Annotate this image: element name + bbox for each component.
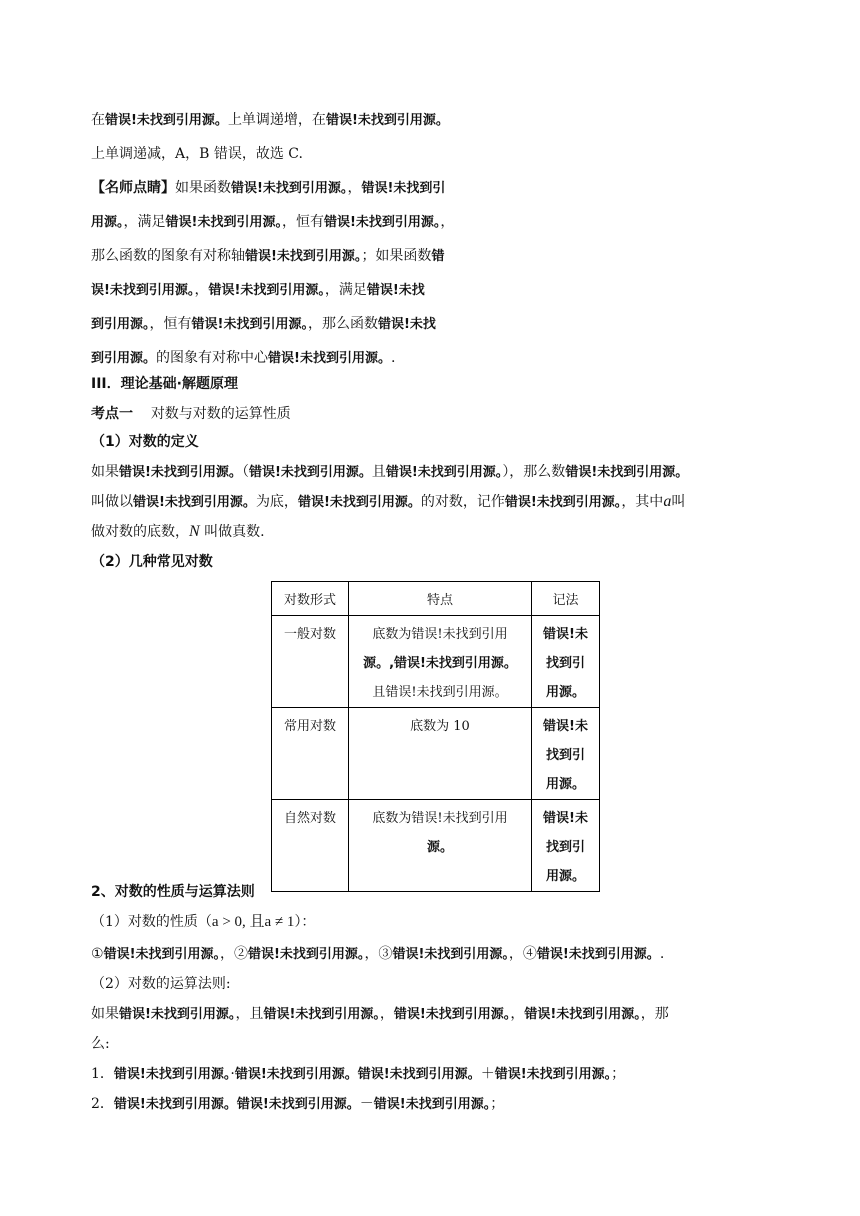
tip-line: [91, 246, 444, 267]
error-ref: 错误!未找到引用源。: [393, 1007, 511, 1022]
text: ，满足: [324, 282, 367, 298]
text: ，: [379, 1006, 394, 1022]
error-ref: 错误!未找: [366, 283, 425, 298]
tip-line: [91, 348, 395, 369]
table-header-row: [272, 582, 600, 616]
error-ref: 误!未找到引用源。: [91, 283, 195, 298]
text: ；: [490, 1096, 505, 1112]
text: ①: [91, 946, 104, 962]
notation-text: 错误!未: [543, 719, 588, 734]
error-ref: 错误!未找到引用源。: [357, 1067, 481, 1082]
error-ref: 错误!未找到引用源。: [234, 1067, 358, 1082]
table-row: [272, 800, 600, 892]
notation-text: 用源。: [545, 777, 585, 792]
notation-text: 错误!未: [543, 627, 588, 642]
text: 做对数的底数，: [91, 524, 189, 540]
error-ref: 错误!未找到引用源。: [385, 465, 503, 480]
section-heading: III．理论基础·解题原理: [91, 376, 238, 392]
rules-line: [91, 1004, 669, 1025]
error-ref: 错误!未找到引用源。: [536, 947, 660, 962]
text: 且: [371, 464, 386, 480]
text: ；如果函数: [361, 248, 432, 264]
text: 叫: [671, 494, 686, 510]
error-ref: 错误!未找到引用源。: [494, 1067, 612, 1082]
error-ref: 错误!未找到引用源。: [113, 1097, 237, 1112]
definition-line: [91, 492, 685, 513]
text: ，④: [508, 946, 537, 962]
section-heading: 2、对数的性质与运算法则: [91, 884, 255, 900]
text: ，: [194, 282, 209, 298]
error-ref: 错误!未找到引用源。: [191, 317, 308, 332]
notation-cell: [532, 708, 600, 800]
property-heading: [91, 912, 315, 932]
feature-text: 底数为错误!未找到引用: [372, 811, 508, 826]
variable-a: a: [663, 493, 672, 510]
form-cell: 一般对数: [272, 616, 349, 708]
rule-number: 1．: [91, 1066, 114, 1082]
rule-1: [91, 1064, 625, 1085]
log-types-table: [271, 581, 600, 892]
text: ，恒有: [149, 316, 192, 332]
error-ref: 错误!未找到引用源。: [565, 465, 689, 480]
error-ref: 错误!未找到引用源。: [113, 1067, 231, 1082]
error-ref: 错误!未找到引用源。: [297, 495, 421, 510]
feature-text: 底数为 10: [410, 719, 470, 734]
error-ref: 错误!未找到引用源。: [231, 181, 348, 196]
error-ref: 错: [431, 249, 445, 264]
paragraph-line: 上单调递减，A，B 错误，故选 C.: [91, 146, 303, 162]
notation-cell: [532, 800, 600, 892]
error-ref: 错误!未找到引: [361, 181, 446, 196]
topic-heading: [91, 404, 291, 424]
tip-label: 【名师点睛】: [91, 180, 175, 196]
text: ，那: [640, 1006, 669, 1022]
text: 如果函数: [175, 180, 231, 196]
text: 叫做以: [91, 494, 133, 510]
error-ref: 错误!未找到引用源。: [263, 1007, 380, 1022]
error-ref: 错误!未找到引用源。: [236, 1097, 360, 1112]
text: ＋: [480, 1066, 495, 1082]
feature-text: 且错误!未找到引用源。: [372, 685, 508, 700]
tip-line: [91, 314, 436, 335]
text: ，且: [235, 1006, 264, 1022]
tip-line: [91, 212, 454, 233]
subheading: （1）对数的定义: [91, 434, 199, 450]
text: .: [390, 350, 396, 366]
error-ref: 错误!未找到引用源。: [133, 495, 256, 510]
error-ref: 错误!未找到引用源。: [119, 1007, 236, 1022]
definition-line: [91, 462, 688, 483]
table-row: [272, 708, 600, 800]
text: ）：: [294, 914, 316, 930]
topic-label: 考点一: [91, 406, 133, 422]
error-ref: 错误!未找: [377, 317, 436, 332]
error-ref: 到引用源。: [91, 317, 150, 332]
text: ，②: [220, 946, 248, 962]
text: .: [659, 946, 665, 962]
rule-2: [91, 1094, 504, 1115]
header-cell: 记法: [532, 582, 600, 616]
error-ref: 错误!未找到引用源。: [245, 249, 362, 264]
text: ·: [230, 1066, 235, 1082]
notation-text: 错误!未: [543, 811, 588, 826]
form-cell: 自然对数: [272, 800, 349, 892]
error-ref: 错误!未找到引用源。: [248, 947, 365, 962]
header-cell: 特点: [349, 582, 532, 616]
form-cell: 常用对数: [272, 708, 349, 800]
text: ，其中: [621, 494, 664, 510]
text: ，恒有: [281, 214, 324, 230]
rules-heading: （2）对数的运算法则:: [91, 976, 231, 992]
error-ref: 错误!未找到引用源。: [103, 947, 220, 962]
text: ，: [347, 180, 362, 196]
rules-line: 么:: [91, 1036, 110, 1052]
notation-text: 找到引: [545, 656, 585, 671]
text: （1）对数的性质（: [91, 914, 212, 930]
text: 如果: [91, 464, 119, 480]
error-ref: 错误!未找到引用源。: [268, 351, 391, 366]
error-ref: 错误!未找到引用源。: [119, 465, 242, 480]
text: （: [241, 464, 249, 480]
definition-line: [91, 522, 265, 542]
text: ，: [440, 214, 455, 230]
text: 叫做真数.: [204, 524, 265, 540]
tip-line: [91, 280, 425, 301]
text: 的对数，记作: [420, 494, 505, 510]
condition-math: a > 0, 且a ≠ 1: [211, 914, 295, 930]
paragraph-line: [91, 110, 449, 131]
subheading: （2）几种常见对数: [91, 554, 213, 570]
notation-text: 用源。: [545, 869, 585, 884]
error-ref: 错误!未找到引用源。: [504, 495, 622, 510]
error-ref: 错误!未找到引用源。: [392, 947, 509, 962]
error-ref: 到引用源。: [91, 351, 157, 366]
feature-cell: [349, 800, 532, 892]
notation-text: 找到引: [545, 840, 585, 855]
text: ，: [510, 1006, 525, 1022]
text: 在: [91, 112, 105, 128]
feature-text: 底数为错误!未找到引用: [372, 627, 508, 642]
table-row: [272, 616, 600, 708]
text: 那么函数的图象有对称轴: [91, 248, 245, 264]
feature-text: 源。: [426, 840, 453, 855]
text: ），那么数: [502, 464, 566, 480]
error-ref: 错误!未找到引用源。: [165, 215, 282, 230]
error-ref: 错误!未找到引用源。: [248, 465, 372, 480]
error-ref: 错误!未找到引用源。: [105, 113, 228, 128]
text: ；: [611, 1066, 626, 1082]
text: ，那么函数: [307, 316, 378, 332]
text: ，③: [364, 946, 393, 962]
error-ref: 错误!未找到引用源。: [325, 113, 449, 128]
text: 上单调递增，在: [227, 112, 326, 128]
property-line: [91, 944, 664, 965]
text: 的图象有对称中心: [156, 350, 269, 366]
variable-n: N: [189, 523, 200, 540]
header-cell: 对数形式: [272, 582, 349, 616]
error-ref: 错误!未找到引用源。: [524, 1007, 641, 1022]
notation-text: 用源。: [545, 685, 585, 700]
notation-cell: [532, 616, 600, 708]
error-ref: 用源。: [91, 215, 124, 230]
notation-text: 找到引: [545, 748, 585, 763]
text: －: [359, 1096, 374, 1112]
text: ，满足: [123, 214, 166, 230]
feature-text: 源。,错误!未找到引用源。: [363, 656, 517, 671]
text: 为底，: [255, 494, 298, 510]
tip-line: [91, 178, 445, 199]
topic-title: 对数与对数的运算性质: [150, 406, 291, 422]
error-ref: 错误!未找到引用源。: [323, 215, 441, 230]
rule-number: 2．: [91, 1096, 114, 1112]
text: 如果: [91, 1006, 119, 1022]
error-ref: 错误!未找到引用源。: [373, 1097, 491, 1112]
error-ref: 错误!未找到引用源。: [208, 283, 325, 298]
feature-cell: [349, 708, 532, 800]
feature-cell: [349, 616, 532, 708]
